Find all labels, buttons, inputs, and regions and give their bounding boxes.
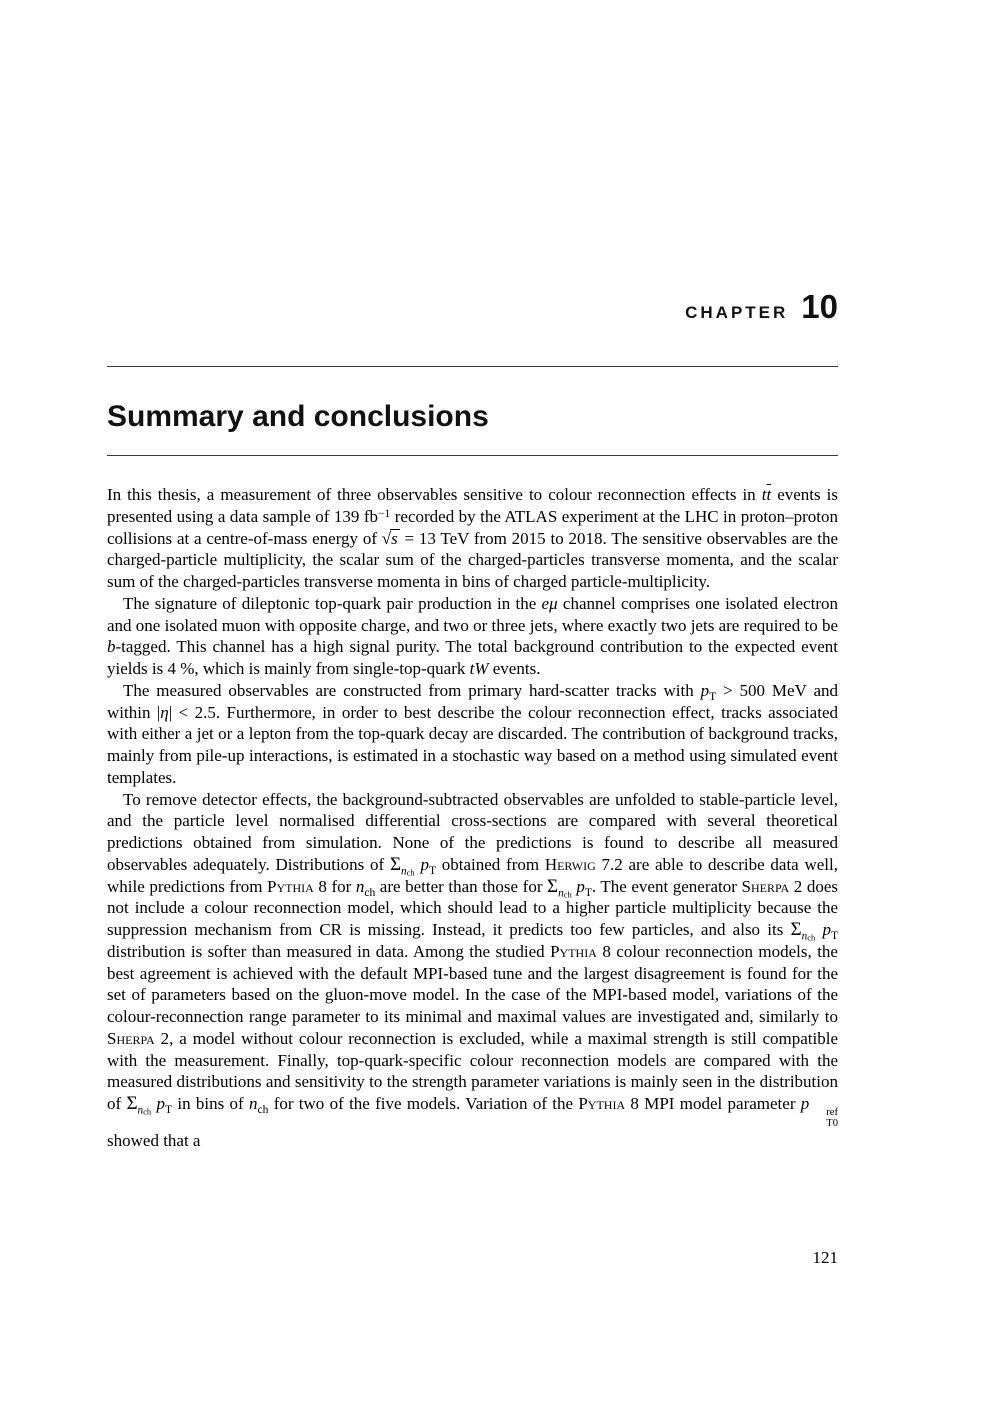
text-segment: n (801, 930, 808, 943)
text-segment: ch (143, 1106, 152, 1117)
text-segment: . The event generator (591, 876, 742, 896)
text-segment: n (355, 876, 365, 896)
text-segment: Pythia (550, 941, 597, 961)
text-segment: n (137, 1104, 144, 1117)
paragraph (107, 789, 838, 1152)
math-sup-sub-stack: ref T0 (826, 1106, 838, 1130)
text-segment: = 13 TeV from 2015 to 2018. The sensitive observables are the charged-particle multiplicity, the scalar sum of the charged-particles transverse momenta, and the scalar sum of the charged-particles transverse momenta in bins of charged particle-multiplicity. (107, 528, 839, 591)
text-segment: n (248, 1094, 258, 1113)
text-segment: p (156, 1094, 165, 1113)
text-segment: n (558, 886, 564, 899)
math-sqrt: √s (381, 528, 398, 548)
text-segment: t (761, 485, 767, 504)
text-segment: ch (364, 885, 376, 899)
paragraph (107, 484, 838, 593)
text-segment: In this thesis, a measurement of three observables sensitive to colour reconnection effects in (107, 485, 762, 504)
text-segment: | < 2.5. Furthermore, in order to best describe the colour reconnection effect, tracks associated with either a jet or a lepton from the top-quark decay are discarded. The contribution of background tracks, mainly from pile-up interactions, is estimated in a stochastic way based on a method using simulated event templates. (107, 702, 838, 787)
text-segment: showed that a (107, 1130, 201, 1150)
text-segment: The measured observables are constructed from primary hard-scatter tracks with (123, 680, 701, 700)
text-segment: The signature of dileptonic top-quark pair production in the (123, 593, 542, 613)
chapter-label: CHAPTER (685, 303, 789, 322)
text-segment: are better than those for (375, 876, 548, 896)
text-segment: p (822, 920, 831, 939)
text-segment: 2 does not include a colour reconnection model, which should lead to a higher particle multiplicity because the suppression mechanism from CR is missing. Instead, it predicts too few particles, and also its (107, 876, 839, 939)
text-segment: −1 (377, 506, 391, 520)
text-segment: ch (563, 889, 572, 900)
text-segment: p (576, 876, 585, 896)
text-segment: obtained from (436, 854, 545, 874)
text-segment: Pythia (267, 876, 314, 896)
text-segment: recorded by the ATLAS experiment at the LHC in proton–proton collisions at a centre-of-mass energy of (107, 506, 838, 548)
text-segment: -tagged. This channel has a high signal purity. The total background contribution to the expected event yields is 4 %, which is mainly from single-top-quark (107, 637, 838, 678)
chapter-header (685, 288, 838, 326)
text-segment: n (401, 865, 407, 878)
text-segment: tW (469, 659, 489, 678)
text-segment: for two of the five models. Variation of the (268, 1094, 579, 1113)
text-segment: Herwig (544, 854, 596, 874)
text-segment: p (700, 680, 710, 700)
text-segment: Σ (790, 919, 802, 940)
text-segment: > 500 MeV and within | (107, 680, 838, 722)
text-segment: $\overline{t}$ (766, 485, 772, 504)
text-segment: T (709, 689, 717, 703)
text-segment: Σ (389, 853, 402, 875)
text-segment: ch (807, 932, 816, 943)
text-segment: η (160, 702, 169, 722)
title-rule-top (107, 366, 838, 367)
text-segment: To remove detector effects, the background-subtracted observables are unfolded to stable-particle level, and the particle level normalised differential cross-sections are compared with several theoretical predictions obtained from simulation. None of the predictions is found to describe all measured observables adequately. Distributions of (107, 789, 838, 874)
text-segment: Σ (126, 1093, 138, 1114)
text-segment: Sherpa (107, 1028, 155, 1048)
text-segment: Pythia (578, 1094, 626, 1113)
text-segment: ch (406, 867, 415, 878)
text-segment: T (428, 863, 436, 877)
text-segment: 2, a model without colour reconnection is excluded, while a maximal strength is still compatible with the measurement. Finally, top-quark-specific colour reconnection models are compared with the measured distributions and sensitivity to the strength parameter variations is mainly seen in the distribution of (107, 1028, 838, 1113)
title-rule-bottom (107, 455, 838, 456)
page-title: Summary and conclusions (107, 400, 489, 433)
text-segment: 7.2 are able to describe data well, while predictions from (107, 854, 838, 896)
text-segment: events is presented using a data sample of 139 fb (107, 485, 838, 526)
text-segment: T (584, 885, 592, 899)
body-text (107, 484, 838, 1152)
text-segment: eμ (541, 593, 558, 613)
text-segment: channel comprises one isolated electron and one isolated muon with opposite charge, and two or three jets, where exactly two jets are required to be (107, 593, 838, 635)
text-segment: Σ (547, 875, 559, 897)
paragraph (107, 680, 838, 789)
paragraph (107, 593, 838, 680)
text-segment: events. (488, 659, 541, 678)
text-segment: b (107, 637, 116, 657)
text-segment: ch (257, 1103, 269, 1117)
chapter-number: 10 (801, 288, 838, 325)
text-segment: T (830, 929, 839, 943)
text-segment: 8 for (313, 876, 356, 896)
text-segment: Sherpa (741, 876, 790, 896)
text-segment: 8 colour reconnection models, the best agreement is achieved with the default MPI-based tune and the largest disagreement is found for the set of parameters based on the gluon-move model. In the case of the MPI-based model, variations of the colour-reconnection range parameter to its minimal and maximal values are investigated and, similarly to (107, 941, 838, 1026)
text-segment: 8 MPI model parameter (625, 1094, 801, 1113)
text-segment: in bins of (172, 1094, 249, 1113)
text-segment: distribution is softer than measured in data. Among the studied (107, 941, 551, 961)
text-segment: p (800, 1094, 810, 1113)
page-number: 121 (812, 1248, 838, 1267)
text-segment: p (420, 854, 429, 874)
text-segment: T (165, 1103, 173, 1117)
